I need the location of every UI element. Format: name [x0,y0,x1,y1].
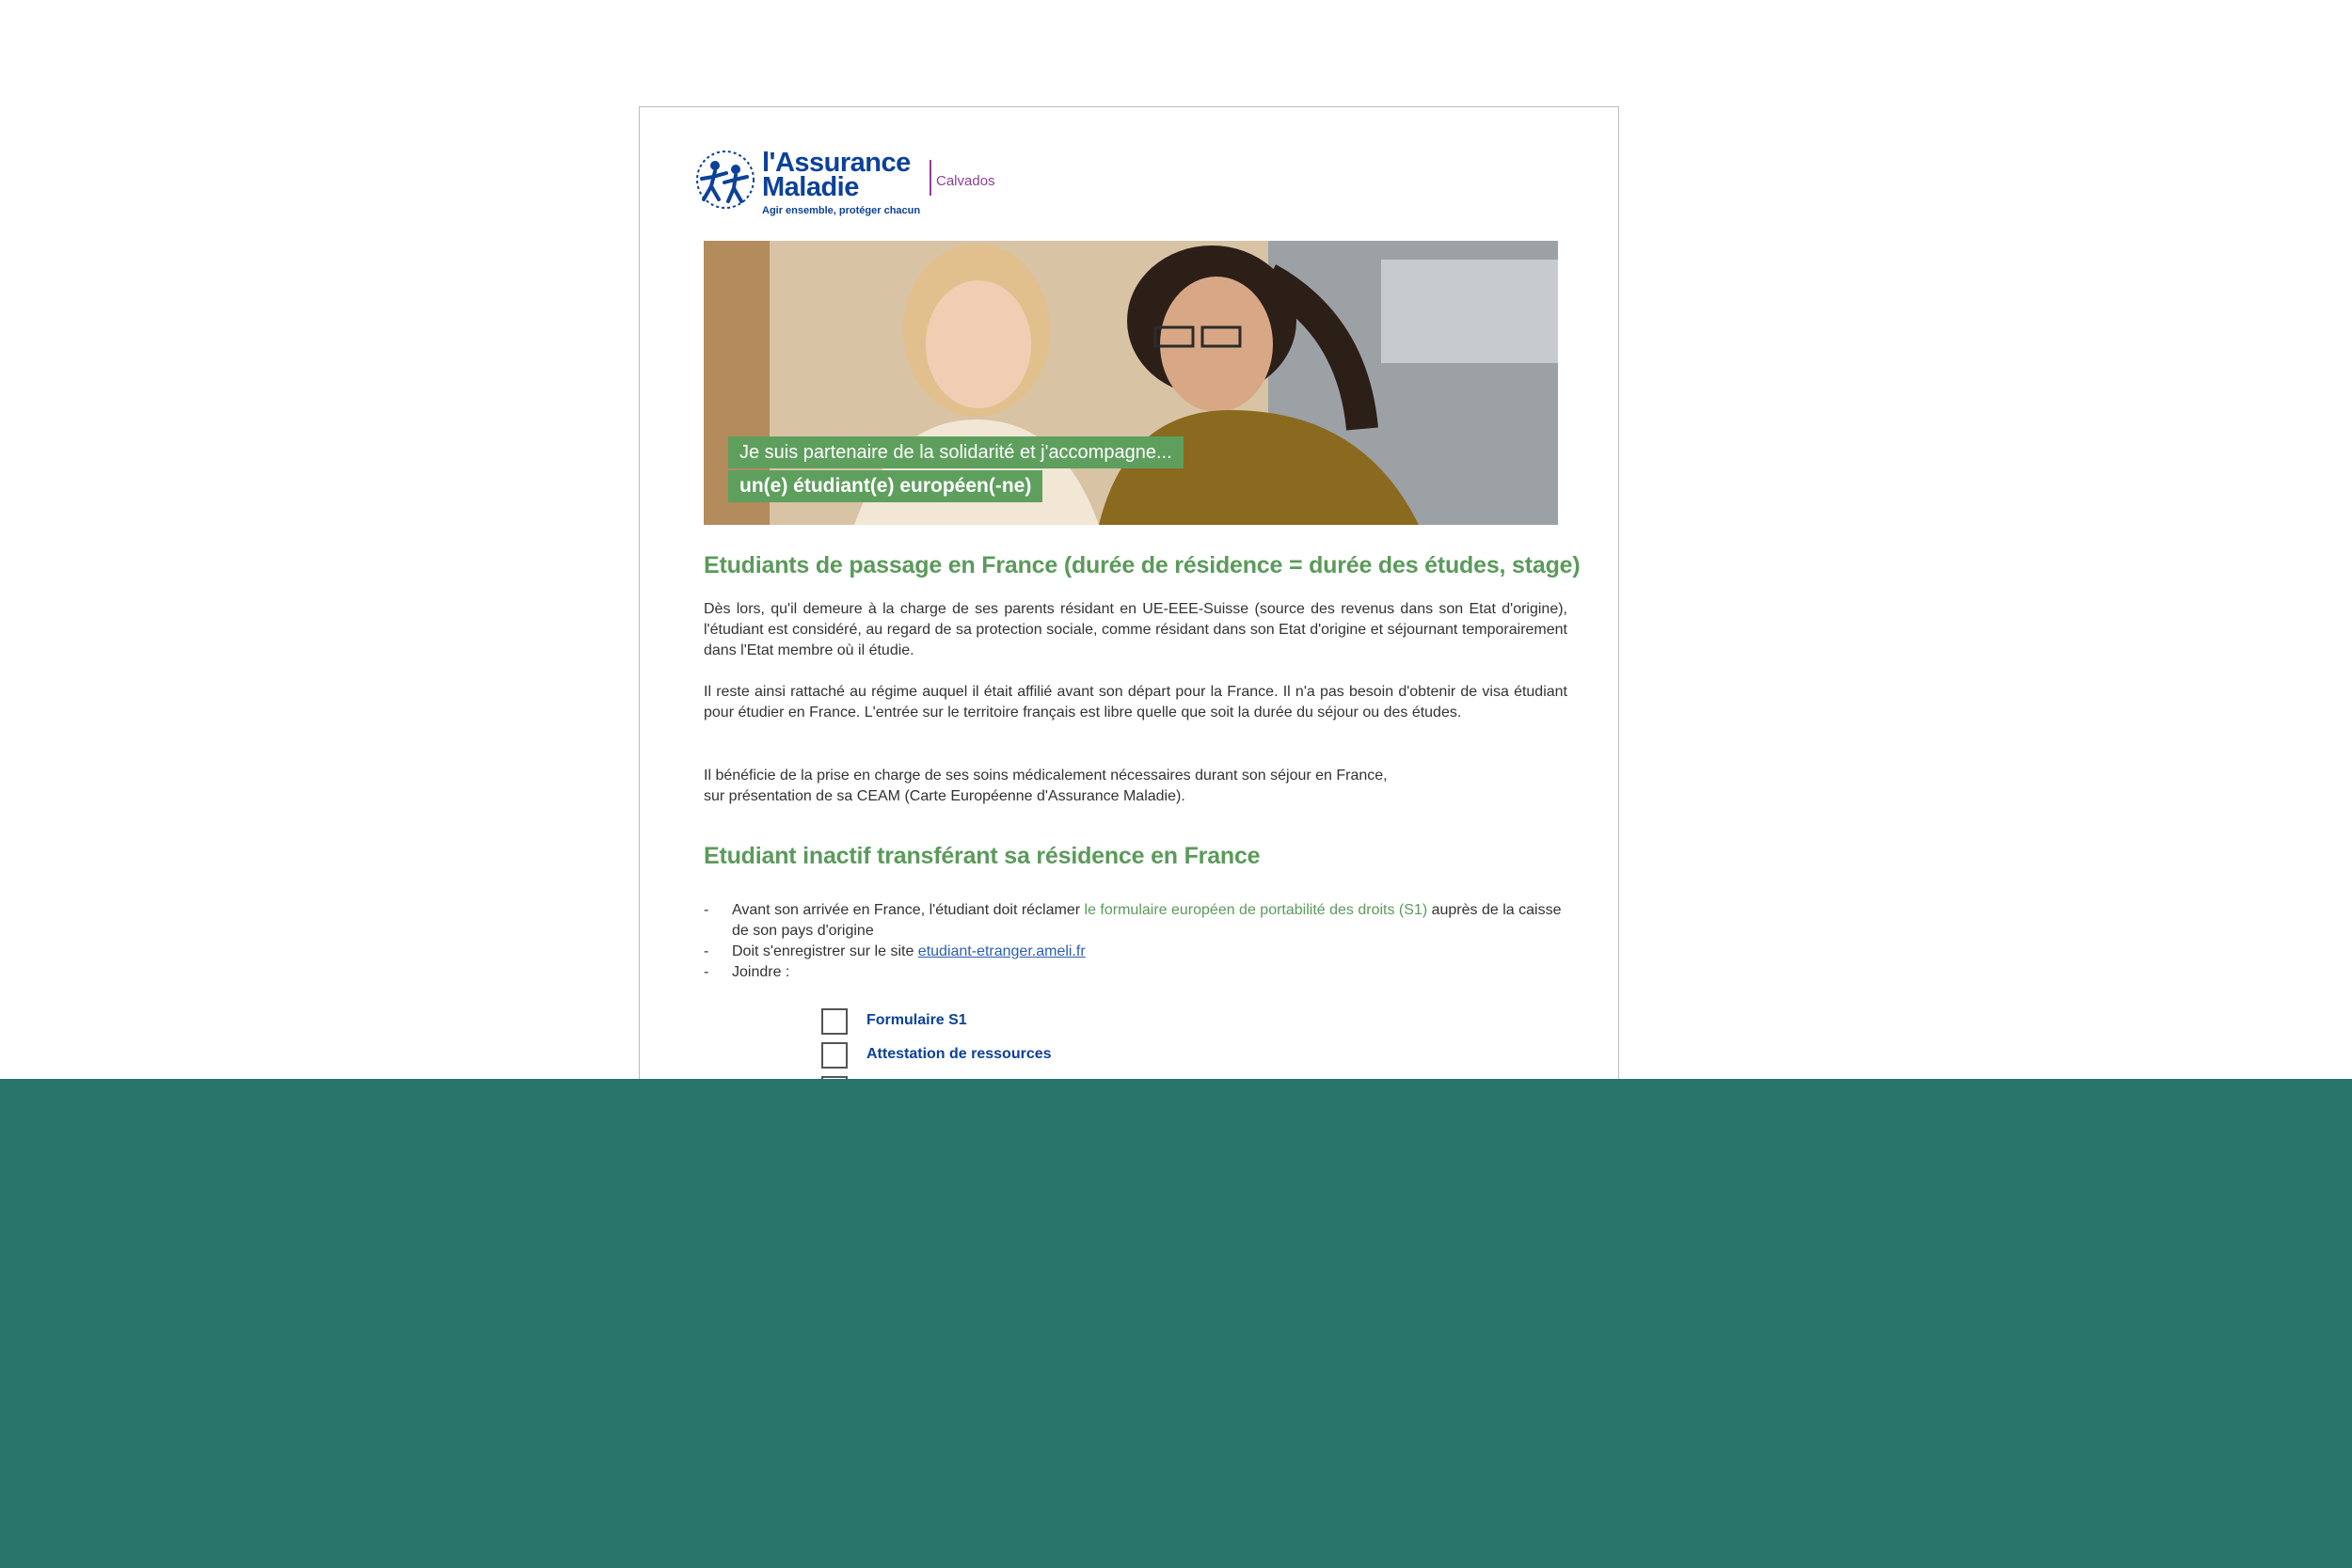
requirements-list [704,900,1567,983]
hero-caption-line1: Je suis partenaire de la solidarité et j'accompagne... [728,436,1184,468]
paragraph-ceam: Il bénéficie de la prise en charge de ses soins médicalement nécessaires durant son séjour en France, sur présentation de sa CEAM (Carte Européenne d'Assurance Maladie). [704,768,1388,804]
checkbox[interactable] [821,1042,848,1069]
list-item: - Joindre : [704,964,790,980]
assurance-maladie-logo [692,147,937,222]
section-title-passage: Etudiants de passage en France (durée de résidence = durée des études, stage) [704,552,1581,578]
s1-form-link: le formulaire européen de portabilité des droits (S1) [1084,902,1428,918]
paragraph-affiliation: Il reste ainsi rattaché au régime auquel il était affilié avant son départ pour la France. Il n'a pas besoin d'obtenir de visa étudiant pour étudier en France. L'entrée sur le territoire français est libre quelle que soit la durée du séjour ou des études. [704,684,1567,721]
logo-tagline: Agir ensemble, protéger chacun [762,205,921,216]
ameli-student-link[interactable]: etudiant-etranger.ameli.fr [917,943,1086,959]
logo-wordmark: l'Assurance Maladie [762,148,911,202]
list-item: - Doit s'enregistrer sur le site etudiant-etranger.ameli.fr [704,943,1086,959]
document-page: l'Assurance Maladie Agir ensemble, protéger chacun Calvados Je suis partenaire de la solidarité et j'accompagne... un(e) étudiant(e) européen(-ne) Etudiants de passage en France (durée de résidence = durée des études, stage) Dès lors, qu'il demeure à la charge de ses parents résidant en UE-EEE-Suisse (source des revenus dans son Etat d'origine), l'étudiant est considéré, au regard de sa protection sociale, comme résidant dans son Etat d'origine et séjournant temporairement dans l'Etat membre où il étudie. Il reste ainsi rattaché au régime auquel il était affilié avant son départ pour la France. Il n'a pas besoin d'obtenir de visa étudiant pour étudier en France. L'entrée sur le territoire français est libre quelle que soit la durée du séjour ou des études. Il bénéficie de la prise en charge de ses soins médicalement nécessaires durant son séjour en France, sur présentation de sa CEAM (Carte Européenne d'Assurance Maladie). Etudiant inactif transférant sa résidence en France - Avant son arrivée en France, l'étudiant doit réclamer le formulaire européen de portabilité des droits (S1) auprès de la caisse de son pays d'origine - Doit s'enregistrer sur le site etudiant-etranger.ameli.fr - Joindre : Formulaire S1 Attestation de ressources [639,106,1619,1141]
logo-divider [930,160,931,196]
hero-image [704,241,1558,525]
paragraph-dependency: Dès lors, qu'il demeure à la charge de ses parents résidant en UE-EEE-Suisse (source des revenus dans son Etat d'origine), l'étudiant est considéré, au regard de sa protection sociale, comme résidant dans son Etat d'origine et séjournant temporairement dans l'Etat membre où il étudie. [704,601,1567,658]
footer-band [0,1079,2352,1568]
section-title-inactive: Etudiant inactif transférant sa résidence en France [704,843,1261,869]
checkbox[interactable] [821,1008,848,1035]
list-item: - Avant son arrivée en France, l'étudiant doit réclamer le formulaire européen de portabilité des droits (S1) auprès de la caisse de son pays d'origine [704,902,1562,939]
logo-figures-icon [692,147,758,213]
hero-caption-line2: un(e) étudiant(e) européen(-ne) [728,470,1042,502]
region-label: Calvados [936,173,995,189]
